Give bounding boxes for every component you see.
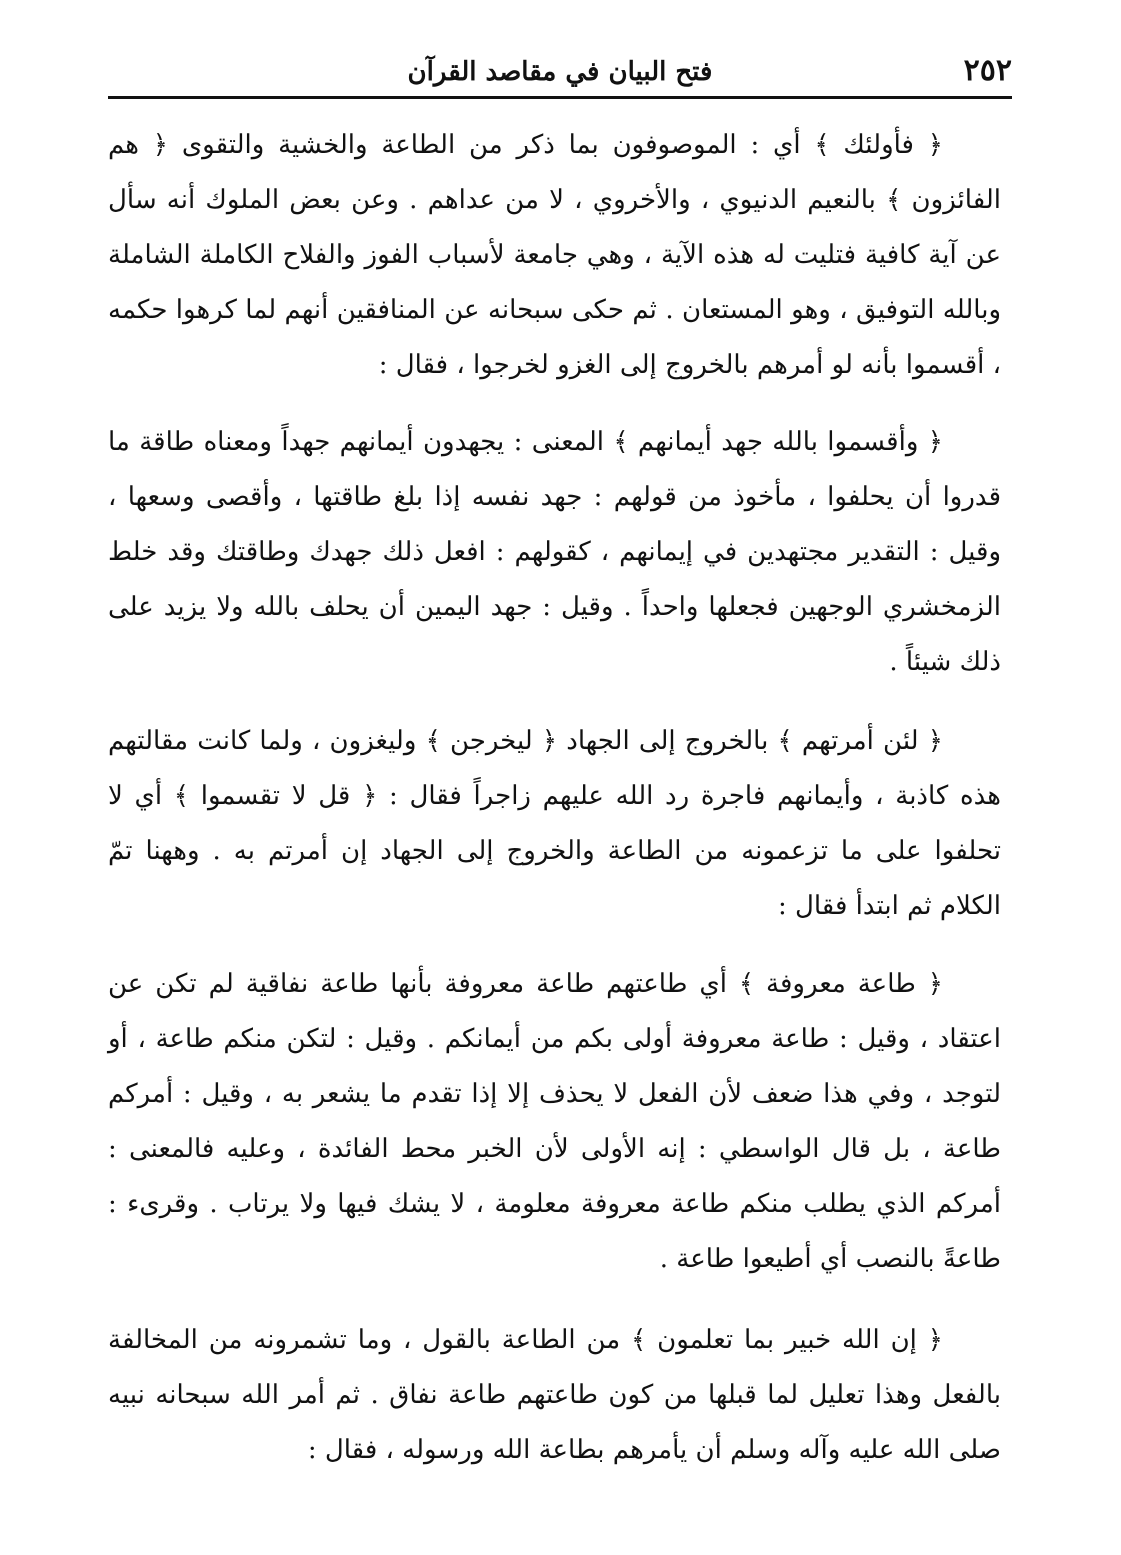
page-number: ٢٥٢ [963, 53, 1012, 88]
paragraph: ﴿ فأولئك ﴾ أي : الموصوفون بما ذكر من الطاعة والخشية والتقوى ﴿ هم الفائزون ﴾ بالنعيم الدنيوي ، والأخروي ، لا من عداهم . وعن بعض الملوك أنه سأل عن آية كافية فتليت له هذه الآية ، وهي جامعة لأسباب الفوز والفلاح الكاملة الشاملة وبالله التوفيق ، وهو المستعان . ثم حكى سبحانه عن المنافقين أنهم لما كرهوا حكمه ، أقسموا بأنه لو أمرهم بالخروج إلى الغزو لخرجوا ، فقال : [108, 130, 1001, 380]
paragraph: ﴿ وأقسموا بالله جهد أيمانهم ﴾ المعنى : يجهدون أيمانهم جهداً ومعناه طاقة ما قدروا أن يحلفوا ، مأخوذ من قولهم : جهد نفسه إذا بلغ طاقتها ، وأقصى وسعها ، وقيل : التقدير مجتهدين في إيمانهم ، كقولهم : افعل ذلك جهدك وطاقتك وقد خلط الزمخشري الوجهين فجعلها واحداً . وقيل : جهد اليمين أن يحلف بالله ولا يزيد على ذلك شيئاً . [108, 427, 1001, 677]
body-text [108, 118, 1001, 1478]
paragraph: ﴿ طاعة معروفة ﴾ أي طاعتهم طاعة معروفة بأنها طاعة نفاقية لم تكن عن اعتقاد ، وقيل : طاعة معروفة أولى بكم من أيمانكم . وقيل : لتكن منكم طاعة ، أو لتوجد ، وفي هذا ضعف لأن الفعل لا يحذف إلا إذا تقدم ما يشعر به ، وقيل : أمركم طاعة ، بل قال الواسطي : إنه الأولى لأن الخبر محط الفائدة ، وعليه فالمعنى : أمركم الذي يطلب منكم طاعة معروفة معلومة ، لا يشك فيها ولا يرتاب . وقرىء : طاعةً بالنصب أي أطيعوا طاعة . [108, 969, 1001, 1274]
paragraph: ﴿ لئن أمرتهم ﴾ بالخروج إلى الجهاد ﴿ ليخرجن ﴾ وليغزون ، ولما كانت مقالتهم هذه كاذبة ، وأيمانهم فاجرة رد الله عليهم زاجراً فقال : ﴿ قل لا تقسموا ﴾ أي لا تحلفوا على ما تزعمونه من الطاعة والخروج إلى الجهاد إن أمرتم به . وههنا تمّ الكلام ثم ابتدأ فقال : [108, 726, 1001, 921]
running-title: فتح البيان في مقاصد القرآن [407, 57, 713, 87]
page-header [108, 52, 1012, 92]
paragraph: ﴿ إن الله خبير بما تعلمون ﴾ من الطاعة بالقول ، وما تشمرونه من المخالفة بالفعل وهذا تعليل لما قبلها من كون طاعتهم طاعة نفاق . ثم أمر الله سبحانه نبيه صلى الله عليه وآله وسلم أن يأمرهم بطاعة الله ورسوله ، فقال : [108, 1325, 1001, 1465]
header-rule [108, 96, 1012, 99]
